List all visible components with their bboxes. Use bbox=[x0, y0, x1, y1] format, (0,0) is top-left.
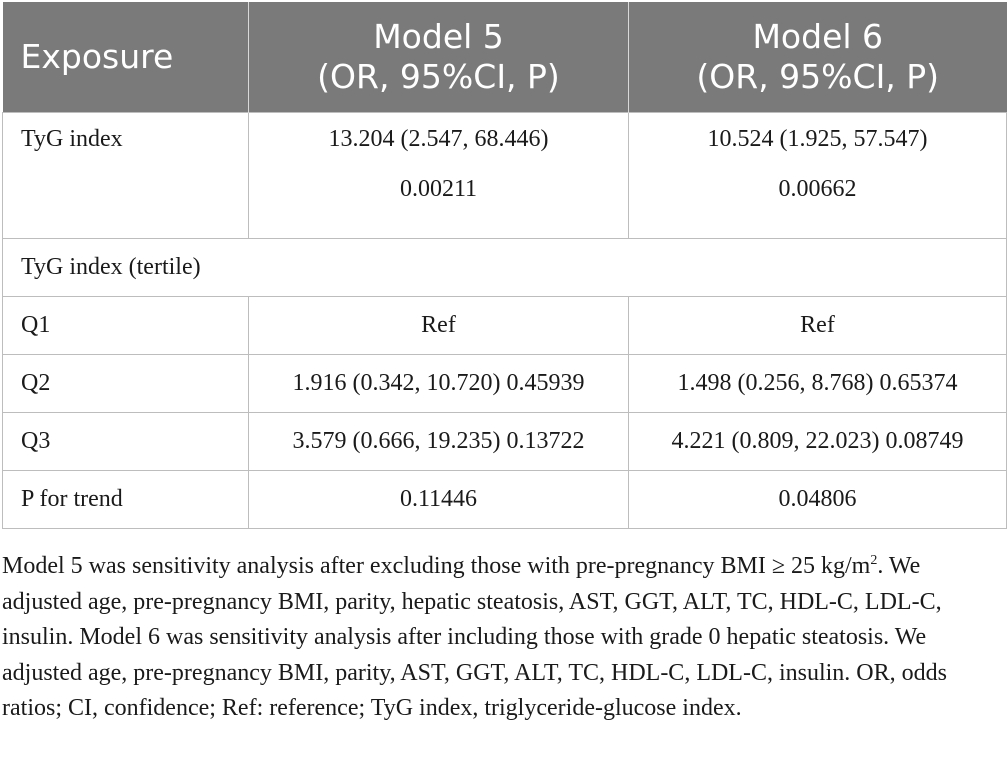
results-table bbox=[2, 2, 1007, 529]
footnote-text-start: Model 5 was sensitivity analysis after excluding those with pre-pregnancy BMI ≥ 25 kg/m bbox=[2, 553, 871, 579]
table-row-tyg-index bbox=[3, 113, 1007, 239]
row-label: TyG index bbox=[3, 113, 249, 239]
row-label: Q1 bbox=[3, 297, 249, 355]
header-row bbox=[3, 2, 1007, 113]
model-6-cell bbox=[629, 113, 1007, 239]
model-5-value: 0.11446 bbox=[249, 471, 629, 529]
model-5-or-value: 13.204 (2.547, 68.446) bbox=[328, 126, 549, 152]
model-6-or-value: 10.524 (1.925, 57.547) bbox=[707, 126, 928, 152]
model-5-value: 1.916 (0.342, 10.720) 0.45939 bbox=[249, 355, 629, 413]
footnote-superscript: 2 bbox=[870, 553, 878, 568]
model-5-cell bbox=[249, 113, 629, 239]
header-model-5-title: Model 5 bbox=[373, 17, 504, 56]
table-footnote bbox=[2, 543, 1002, 727]
row-label: Q3 bbox=[3, 413, 249, 471]
header-model-5-subtitle: (OR, 95%CI, P) bbox=[317, 57, 560, 96]
footnote-text-rest: . We adjusted age, pre-pregnancy BMI, parity, hepatic steatosis, AST, GGT, ALT, TC, HDL-C, LDL-C, insulin. Model 6 was sensitivity analysis after including those with grade 0 hepatic steatosis. We adjusted age, pre-pregnancy BMI, parity, AST, GGT, ALT, TC, HDL-C, LDL-C, insulin. OR, odds ratios; CI, confidence; Ref: reference; TyG index, triglyceride-glucose index. bbox=[2, 553, 947, 722]
header-exposure bbox=[3, 2, 249, 113]
table-row-q1 bbox=[3, 297, 1007, 355]
row-label: Q2 bbox=[3, 355, 249, 413]
model-6-value: 4.221 (0.809, 22.023) 0.08749 bbox=[629, 413, 1007, 471]
header-model-6-subtitle: (OR, 95%CI, P) bbox=[696, 57, 940, 96]
table-row-q2 bbox=[3, 355, 1007, 413]
table-header bbox=[3, 2, 1007, 113]
header-model-6 bbox=[629, 2, 1007, 113]
model-6-value: 1.498 (0.256, 8.768) 0.65374 bbox=[629, 355, 1007, 413]
header-exposure-label: Exposure bbox=[20, 37, 174, 76]
row-label: P for trend bbox=[3, 471, 249, 529]
model-6-value: 0.04806 bbox=[629, 471, 1007, 529]
table-body bbox=[3, 113, 1007, 529]
model-5-p-value: 0.00211 bbox=[399, 176, 478, 202]
model-6-value: Ref bbox=[629, 297, 1007, 355]
model-5-value: Ref bbox=[249, 297, 629, 355]
table-row-tyg-tertile bbox=[3, 239, 1007, 297]
row-label: TyG index (tertile) bbox=[3, 239, 1007, 297]
header-model-6-title: Model 6 bbox=[752, 17, 884, 56]
table-row-q3 bbox=[3, 413, 1007, 471]
table-row-p-trend bbox=[3, 471, 1007, 529]
header-model-5 bbox=[249, 2, 629, 113]
model-6-p-value: 0.00662 bbox=[778, 176, 857, 202]
model-5-value: 3.579 (0.666, 19.235) 0.13722 bbox=[249, 413, 629, 471]
